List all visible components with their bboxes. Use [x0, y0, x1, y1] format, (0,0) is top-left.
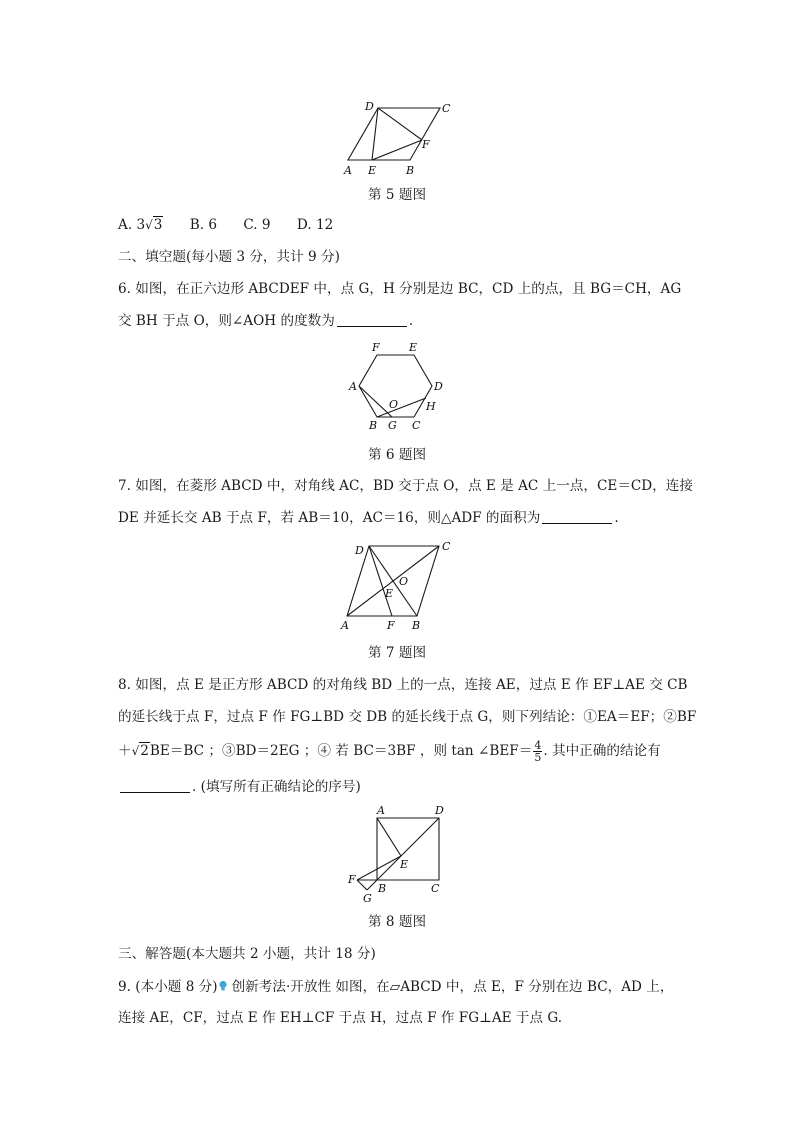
fig5-caption: 第 5 题图	[368, 187, 427, 203]
fig7-label-f: F	[387, 619, 395, 632]
fig8-segment-ae	[377, 818, 401, 856]
figure-7	[335, 538, 460, 633]
q5-choice-d: D. 12	[296, 217, 334, 233]
q6-answer-blank[interactable]	[337, 326, 407, 327]
q8-fraction: $\frac{4}{5}$	[534, 739, 542, 764]
fig6-label-h: H	[426, 400, 436, 413]
fig7-segment-df	[369, 546, 392, 616]
lightbulb-icon	[218, 980, 228, 992]
fig8-label-a: A	[377, 804, 385, 817]
fig5-label-a: A	[344, 164, 352, 177]
fig5-segment-ef	[372, 140, 422, 160]
q5-choice-b: B. 6	[189, 217, 218, 233]
q8-line-4: . (填写所有正确结论的序号)	[118, 781, 361, 795]
q6-line-1: 6. 如图，在正六边形 ABCDEF 中，点 G，H 分别是边 BC，CD 上的点，且 BG＝CH，AG	[118, 281, 682, 297]
fig6-label-b: B	[369, 419, 378, 432]
q7-answer-blank[interactable]	[542, 523, 612, 524]
fig6-label-f: F	[372, 341, 380, 354]
fig5-label-e: E	[368, 164, 377, 177]
fig6-label-d: D	[434, 380, 443, 393]
fig8-segment-fg	[357, 880, 367, 890]
fig5-label-c: C	[442, 102, 451, 115]
fig8-label-c: C	[431, 882, 440, 895]
q8-line-1: 8. 如图，点 E 是正方形 ABCD 的对角线 BD 上的一点，连接 AE，过点 E 作 EF⊥AE 交 CB	[118, 677, 688, 693]
q7-line-1: 7. 如图，在菱形 ABCD 中，对角线 AC，BD 交于点 O，点 E 是 AC 上一点，CE＝CD，连接	[118, 478, 693, 494]
fig6-label-c: C	[412, 419, 421, 432]
figure-8	[345, 804, 450, 904]
fig5-label-f: F	[422, 138, 430, 151]
fig8-label-b: B	[378, 882, 387, 895]
fig7-label-b: B	[412, 619, 421, 632]
fig5-segment-df	[378, 108, 422, 140]
fig7-label-e: E	[385, 587, 394, 600]
fig8-segment-ef	[357, 856, 401, 880]
q8-line-3: ＋√2BE＝BC ；③BD＝2EG ；④ 若 BC＝3BF ，则 tan ∠BEF＝ $\frac{4}{5}$ . 其中正确的结论有	[118, 739, 661, 764]
q9-line-1: 9. (本小题 8 分) 创新考法·开放性 如图，在▱ABCD 中，点 E，F 分别在边 BC，AD 上，	[118, 979, 674, 995]
fig7-label-c: C	[442, 540, 451, 553]
fig5-parallelogram	[348, 108, 440, 160]
figure-6	[342, 340, 452, 435]
q5-choice-a: A. 3√3	[118, 217, 163, 233]
fig8-label-d: D	[435, 804, 444, 817]
fig8-label-e: E	[400, 858, 409, 871]
q7-line-2: DE 并延长交 AB 于点 F，若 AB＝10，AC＝16，则△ADF 的面积为 .	[118, 510, 619, 526]
fig5-label-d: D	[365, 100, 374, 113]
q9-line-2: 连接 AE，CF，过点 E 作 EH⊥CF 于点 H，过点 F 作 FG⊥AE 于点 G.	[118, 1010, 563, 1026]
fig6-label-e: E	[409, 341, 418, 354]
fig6-label-o: O	[389, 398, 399, 411]
figure-5	[330, 98, 470, 178]
fig8-diagonal-bd	[367, 818, 439, 890]
fig8-label-g: G	[363, 892, 372, 904]
fig7-diagonal-bd	[369, 546, 417, 616]
q5-choice-c: C. 9	[243, 217, 271, 233]
fig8-label-f: F	[348, 873, 356, 886]
q6-line-2: 交 BH 于点 O，则∠AOH 的度数为 .	[118, 313, 414, 329]
fig6-segment-ag	[359, 386, 392, 417]
q8-line-2: 的延长线于点 F，过点 F 作 FG⊥BD 交 DB 的延长线于点 G，则下列结论：①EA＝EF；②BF	[118, 709, 697, 725]
fig6-label-g: G	[388, 419, 397, 432]
fig7-label-a: A	[341, 619, 349, 632]
fig6-label-a: A	[349, 380, 357, 393]
fig7-label-d: D	[355, 544, 364, 557]
fig6-caption: 第 6 题图	[368, 447, 427, 463]
q5-choices	[118, 219, 333, 233]
fig7-label-o: O	[399, 575, 409, 588]
fig6-segment-bh	[377, 398, 426, 417]
fig7-caption: 第 7 题图	[368, 645, 427, 661]
section-3-title: 三、解答题(本大题共 2 小题，共计 18 分)	[118, 946, 376, 962]
fig5-label-b: B	[406, 164, 415, 177]
fig8-caption: 第 8 题图	[368, 914, 427, 930]
section-2-title: 二、填空题(每小题 3 分，共计 9 分)	[118, 249, 340, 265]
q8-answer-blank[interactable]	[120, 792, 190, 793]
